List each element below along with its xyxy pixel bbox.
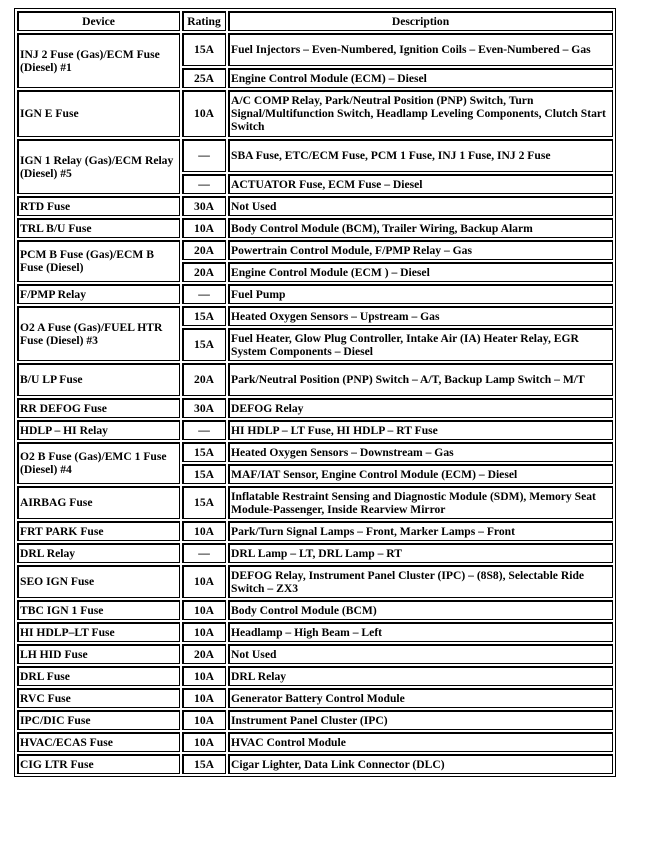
rating-column-header: Rating — [182, 11, 226, 31]
description-cell: Generator Battery Control Module — [228, 688, 613, 708]
table-row — [17, 486, 613, 519]
device-cell: IPC/DIC Fuse — [17, 710, 180, 730]
description-cell: Engine Control Module (ECM ) – Diesel — [228, 262, 613, 282]
device-cell: DRL Relay — [17, 543, 180, 563]
device-cell: FRT PARK Fuse — [17, 521, 180, 541]
description-cell: Cigar Lighter, Data Link Connector (DLC) — [228, 754, 613, 774]
description-cell: Not Used — [228, 196, 613, 216]
rating-cell: 20A — [182, 644, 226, 664]
device-cell: RR DEFOG Fuse — [17, 398, 180, 418]
device-cell: F/PMP Relay — [17, 284, 180, 304]
table-row — [17, 732, 613, 752]
rating-cell: 15A — [182, 442, 226, 462]
rating-cell: 10A — [182, 710, 226, 730]
description-cell: Headlamp – High Beam – Left — [228, 622, 613, 642]
description-cell: Park/Turn Signal Lamps – Front, Marker Lamps – Front — [228, 521, 613, 541]
device-cell: HVAC/ECAS Fuse — [17, 732, 180, 752]
rating-cell: — — [182, 420, 226, 440]
device-cell: O2 B Fuse (Gas)/EMC 1 Fuse (Diesel) #4 — [17, 442, 180, 484]
device-cell: HDLP – HI Relay — [17, 420, 180, 440]
rating-cell: 30A — [182, 398, 226, 418]
device-cell: TBC IGN 1 Fuse — [17, 600, 180, 620]
rating-cell: 10A — [182, 218, 226, 238]
rating-cell: 10A — [182, 732, 226, 752]
description-cell: Heated Oxygen Sensors – Downstream – Gas — [228, 442, 613, 462]
description-cell: Park/Neutral Position (PNP) Switch – A/T, Backup Lamp Switch – M/T — [228, 363, 613, 396]
rating-cell: 15A — [182, 486, 226, 519]
table-row — [17, 688, 613, 708]
table-row — [17, 754, 613, 774]
rating-cell: 15A — [182, 464, 226, 484]
rating-cell: 10A — [182, 622, 226, 642]
description-cell: MAF/IAT Sensor, Engine Control Module (ECM) – Diesel — [228, 464, 613, 484]
device-cell: B/U LP Fuse — [17, 363, 180, 396]
rating-cell: 20A — [182, 363, 226, 396]
rating-cell: 20A — [182, 262, 226, 282]
table-row — [17, 600, 613, 620]
device-cell: AIRBAG Fuse — [17, 486, 180, 519]
table-row — [17, 196, 613, 216]
table-row — [17, 284, 613, 304]
rating-cell: — — [182, 284, 226, 304]
description-cell: Not Used — [228, 644, 613, 664]
description-cell: DRL Lamp – LT, DRL Lamp – RT — [228, 543, 613, 563]
rating-cell: 10A — [182, 688, 226, 708]
description-cell: Instrument Panel Cluster (IPC) — [228, 710, 613, 730]
rating-cell: — — [182, 139, 226, 172]
description-cell: Body Control Module (BCM), Trailer Wiring, Backup Alarm — [228, 218, 613, 238]
table-row — [17, 90, 613, 137]
table-row — [17, 521, 613, 541]
table-row — [17, 710, 613, 730]
table-row — [17, 666, 613, 686]
description-cell: Powertrain Control Module, F/PMP Relay – Gas — [228, 240, 613, 260]
table-row — [17, 420, 613, 440]
rating-cell: 10A — [182, 565, 226, 598]
device-cell: RTD Fuse — [17, 196, 180, 216]
table-row — [17, 33, 613, 66]
table-row — [17, 622, 613, 642]
fuse-table — [14, 8, 616, 777]
table-row — [17, 363, 613, 396]
rating-cell: 20A — [182, 240, 226, 260]
table-row — [17, 543, 613, 563]
description-cell: HVAC Control Module — [228, 732, 613, 752]
device-cell: IGN 1 Relay (Gas)/ECM Relay (Diesel) #5 — [17, 139, 180, 194]
rating-cell: — — [182, 543, 226, 563]
description-cell: Engine Control Module (ECM) – Diesel — [228, 68, 613, 88]
device-cell: DRL Fuse — [17, 666, 180, 686]
description-cell: HI HDLP – LT Fuse, HI HDLP – RT Fuse — [228, 420, 613, 440]
description-cell: DEFOG Relay — [228, 398, 613, 418]
device-cell: INJ 2 Fuse (Gas)/ECM Fuse (Diesel) #1 — [17, 33, 180, 88]
rating-cell: — — [182, 174, 226, 194]
rating-cell: 25A — [182, 68, 226, 88]
rating-cell: 10A — [182, 90, 226, 137]
description-cell: A/C COMP Relay, Park/Neutral Position (PNP) Switch, Turn Signal/Multifunction Switch, Headlamp Leveling Components, Clutch Start Switch — [228, 90, 613, 137]
table-row — [17, 398, 613, 418]
device-cell: LH HID Fuse — [17, 644, 180, 664]
table-row — [17, 442, 613, 462]
header-row — [17, 11, 613, 31]
device-cell: RVC Fuse — [17, 688, 180, 708]
table-row — [17, 306, 613, 326]
description-cell: DEFOG Relay, Instrument Panel Cluster (IPC) – (8S8), Selectable Ride Switch – ZX3 — [228, 565, 613, 598]
rating-cell: 10A — [182, 666, 226, 686]
device-cell: IGN E Fuse — [17, 90, 180, 137]
device-cell: PCM B Fuse (Gas)/ECM B Fuse (Diesel) — [17, 240, 180, 282]
description-cell: SBA Fuse, ETC/ECM Fuse, PCM 1 Fuse, INJ 1 Fuse, INJ 2 Fuse — [228, 139, 613, 172]
description-cell: Inflatable Restraint Sensing and Diagnostic Module (SDM), Memory Seat Module-Passenger, Inside Rearview Mirror — [228, 486, 613, 519]
description-cell: Body Control Module (BCM) — [228, 600, 613, 620]
rating-cell: 15A — [182, 328, 226, 361]
device-cell: HI HDLP–LT Fuse — [17, 622, 180, 642]
description-cell: ACTUATOR Fuse, ECM Fuse – Diesel — [228, 174, 613, 194]
table-row — [17, 139, 613, 172]
rating-cell: 10A — [182, 600, 226, 620]
description-cell: Fuel Pump — [228, 284, 613, 304]
table-row — [17, 218, 613, 238]
device-cell: TRL B/U Fuse — [17, 218, 180, 238]
description-cell: Fuel Injectors – Even-Numbered, Ignition Coils – Even-Numbered – Gas — [228, 33, 613, 66]
rating-cell: 10A — [182, 521, 226, 541]
device-column-header: Device — [17, 11, 180, 31]
table-row — [17, 644, 613, 664]
description-column-header: Description — [228, 11, 613, 31]
device-cell: O2 A Fuse (Gas)/FUEL HTR Fuse (Diesel) #3 — [17, 306, 180, 361]
table-row — [17, 565, 613, 598]
table-row — [17, 240, 613, 260]
description-cell: Fuel Heater, Glow Plug Controller, Intake Air (IA) Heater Relay, EGR System Components – Diesel — [228, 328, 613, 361]
rating-cell: 15A — [182, 754, 226, 774]
rating-cell: 30A — [182, 196, 226, 216]
description-cell: Heated Oxygen Sensors – Upstream – Gas — [228, 306, 613, 326]
rating-cell: 15A — [182, 33, 226, 66]
device-cell: CIG LTR Fuse — [17, 754, 180, 774]
device-cell: SEO IGN Fuse — [17, 565, 180, 598]
rating-cell: 15A — [182, 306, 226, 326]
description-cell: DRL Relay — [228, 666, 613, 686]
